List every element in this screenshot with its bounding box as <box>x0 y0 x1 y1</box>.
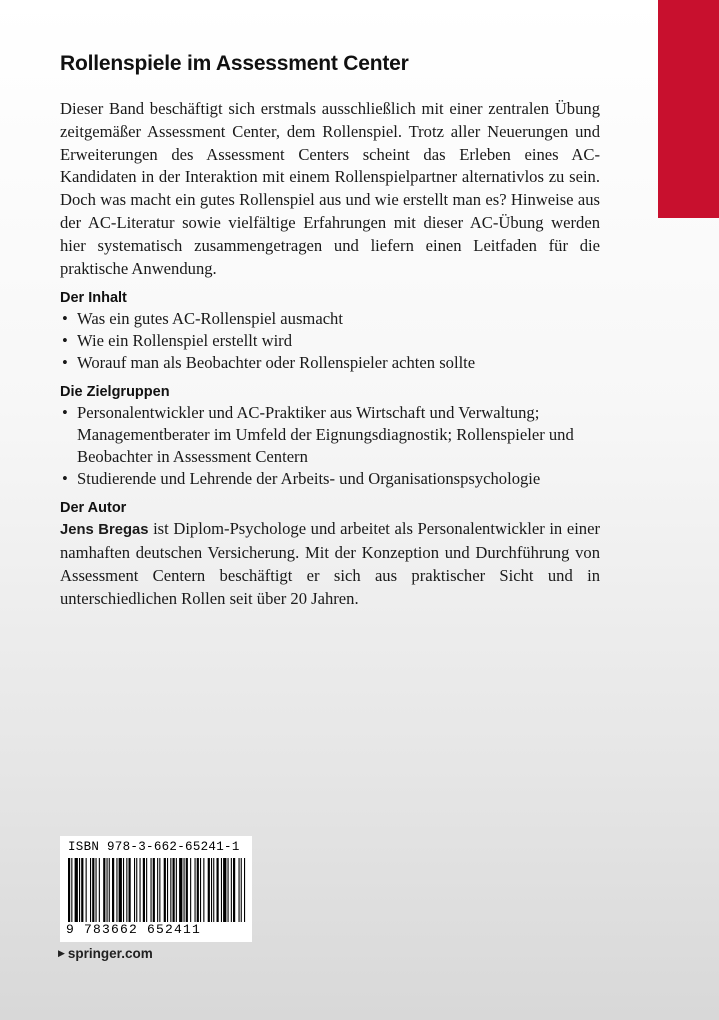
author-paragraph <box>60 518 600 610</box>
barcode-bar <box>140 858 141 922</box>
barcode-bar <box>153 858 155 922</box>
barcode-bar <box>231 858 232 922</box>
barcode-bar <box>136 858 137 922</box>
triangle-right-icon: ▶ <box>58 948 65 958</box>
barcode-bar <box>213 858 214 922</box>
isbn-barcode <box>60 836 252 942</box>
barcode-bar <box>184 858 185 922</box>
barcode-bar <box>107 858 108 922</box>
barcode-bar <box>119 858 122 922</box>
bullet-icon: • <box>62 331 68 351</box>
barcode-bar <box>123 858 124 922</box>
barcode-bar <box>112 858 114 922</box>
barcode-bar <box>241 858 242 922</box>
barcode-bar <box>176 858 177 922</box>
barcode-bars <box>68 858 246 922</box>
book-title: Rollenspiele im Assessment Center <box>60 52 409 75</box>
barcode-bar <box>170 858 171 922</box>
barcode-bar <box>146 858 147 922</box>
barcode-bar <box>221 858 222 922</box>
barcode-bar <box>81 858 83 922</box>
barcode-bar <box>186 858 188 922</box>
list-item: • Personalentwickler und AC-Praktiker aus Wirtschaft und Verwaltung; Managementberater im Umfeld der Eignungsdiagnostik; Rollenspieler und Beobachter in Assessment Centern <box>62 403 574 467</box>
barcode-bar <box>179 858 182 922</box>
bullet-icon: • <box>62 403 68 423</box>
list-item: • Was ein gutes AC-Rollenspiel ausmacht <box>62 309 343 329</box>
barcode-bar <box>200 858 201 922</box>
barcode-bar <box>151 858 152 922</box>
barcode-bar <box>167 858 168 922</box>
list-item: • Worauf man als Beobachter oder Rollenspieler achten sollte <box>62 353 476 373</box>
barcode-bar <box>228 858 229 922</box>
author-bio: ist Diplom-Psychologe und arbeitet als Personalentwickler in einer namhaften deutschen Versicherung. Mit der Konzeption und Durchführung von Assessment Centern beschäftigt er sich aus praktischer Sicht und in unterschiedlichen Rollen seit über 20 Jahren. <box>60 519 600 608</box>
list-item: • Studierende und Lehrende der Arbeits- und Organisationspsychologie <box>62 469 541 489</box>
isbn-label: ISBN 978-3-662-65241-1 <box>68 840 240 854</box>
bullet-icon: • <box>62 353 68 373</box>
author-name: Jens Bregas <box>60 522 149 539</box>
zielgruppen-list <box>60 402 600 490</box>
barcode-bar <box>223 858 226 922</box>
barcode-bar <box>134 858 135 922</box>
barcode-bar <box>90 858 91 922</box>
barcode-bar <box>157 858 158 922</box>
red-accent-tab <box>658 0 719 218</box>
barcode-bar <box>244 858 245 922</box>
barcode-bar <box>217 858 219 922</box>
barcode-bar <box>68 858 70 922</box>
barcode-bar <box>92 858 94 922</box>
barcode-bar <box>129 858 131 922</box>
ean-digits: 9 783662 652411 <box>66 922 202 937</box>
barcode-bar <box>96 858 97 922</box>
list-item: • Wie ein Rollenspiel erstellt wird <box>62 331 292 351</box>
barcode-bar <box>195 858 196 922</box>
barcode-bar <box>159 858 160 922</box>
barcode-bar <box>109 858 110 922</box>
section-heading-zielgruppen: Die Zielgruppen <box>60 384 170 401</box>
barcode-bar <box>143 858 145 922</box>
intro-paragraph: Dieser Band beschäftigt sich erstmals ausschließlich mit einer zentralen Übung zeitgemäßer Assessment Center, dem Rollenspiel. Trotz aller Neuerungen und Erweiterungen des Assessment Centers scheint das Erleben eines AC-Kandidaten in der Interaktion mit einem Rollenspielpartner alternativlos zu sein. Doch was macht ein gutes Rollenspiel aus und wie erstellt man es? Hinweise aus der AC-Literatur sowie vielfältige Erfahrungen mit dieser AC-Übung werden hier systematisch zusammengetragen und liefern einen Leitfaden für die praktische Anwendung. <box>60 99 600 278</box>
barcode-bar <box>197 858 199 922</box>
barcode-bar <box>203 858 204 922</box>
barcode-bar <box>75 858 78 922</box>
barcode-bar <box>173 858 175 922</box>
barcode-bar <box>86 858 87 922</box>
barcode-bar <box>211 858 212 922</box>
back-cover-text <box>60 52 600 611</box>
website-link[interactable] <box>58 946 153 961</box>
bullet-icon: • <box>62 469 68 489</box>
section-heading-inhalt: Der Inhalt <box>60 290 127 307</box>
inhalt-list <box>60 308 600 374</box>
barcode-bar <box>239 858 240 922</box>
section-heading-autor: Der Autor <box>60 500 127 517</box>
barcode-bar <box>103 858 105 922</box>
barcode-bar <box>116 858 117 922</box>
bullet-icon: • <box>62 309 68 329</box>
barcode-bar <box>71 858 72 922</box>
barcode-bar <box>79 858 80 922</box>
barcode-bar <box>164 858 166 922</box>
barcode-bar <box>126 858 127 922</box>
barcode-bar <box>190 858 191 922</box>
website-label: springer.com <box>67 946 153 961</box>
barcode-bar <box>233 858 235 922</box>
barcode-bar <box>99 858 100 922</box>
barcode-bar <box>208 858 210 922</box>
